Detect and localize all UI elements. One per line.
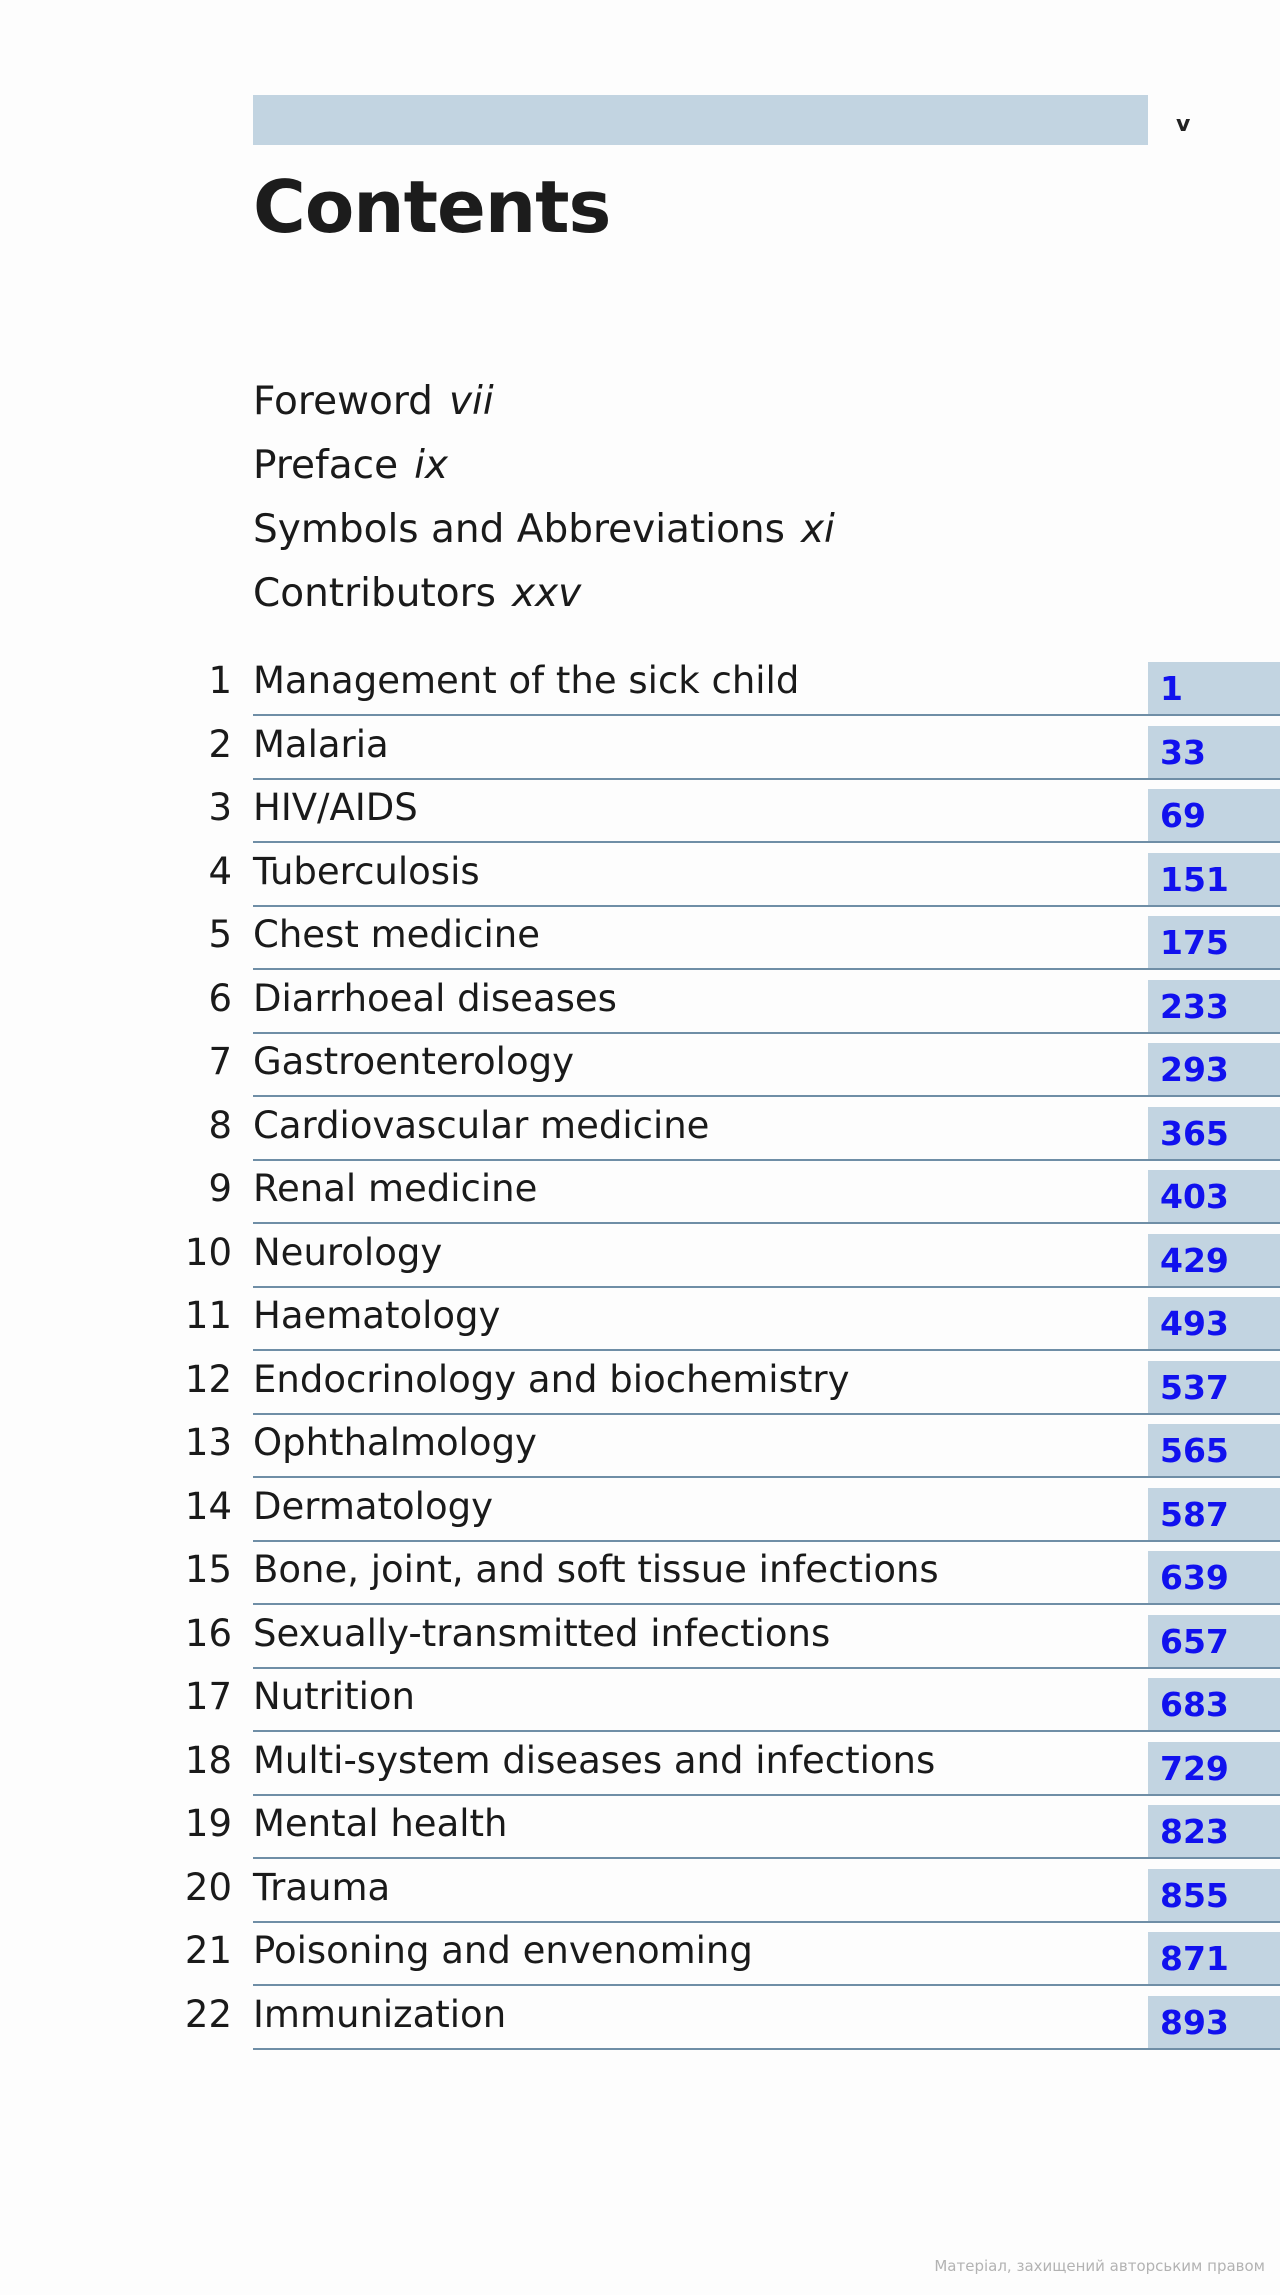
chapter-page-link[interactable]: 871 bbox=[1160, 1939, 1229, 1978]
chapter-page-link[interactable]: 293 bbox=[1160, 1050, 1229, 1089]
front-matter-label: Symbols and Abbreviations bbox=[253, 507, 785, 552]
chapter-title: Renal medicine bbox=[253, 1167, 538, 1210]
copyright-watermark: Матеріал, захищений авторським правом bbox=[934, 2257, 1265, 2275]
row-divider bbox=[253, 1159, 1280, 1161]
chapter-title: Management of the sick child bbox=[253, 659, 800, 702]
front-matter-item[interactable] bbox=[253, 562, 835, 626]
chapter-title: Tuberculosis bbox=[253, 849, 480, 893]
front-matter-page: ix bbox=[414, 443, 448, 488]
chapter-title: Malaria bbox=[253, 722, 389, 766]
chapter-row[interactable] bbox=[0, 1290, 1280, 1354]
front-matter-list bbox=[253, 370, 835, 626]
chapter-title: Endocrinology and biochemistry bbox=[253, 1357, 850, 1401]
chapter-row[interactable] bbox=[0, 909, 1280, 973]
chapter-page-link[interactable]: 175 bbox=[1160, 923, 1229, 962]
row-divider bbox=[253, 1476, 1280, 1478]
chapter-title: Sexually-transmitted infections bbox=[253, 1611, 831, 1655]
chapter-page-link[interactable]: 365 bbox=[1160, 1113, 1229, 1153]
chapter-title: Trauma bbox=[253, 1865, 391, 1909]
front-matter-label: Preface bbox=[253, 443, 399, 488]
chapter-page-link[interactable]: 493 bbox=[1160, 1304, 1229, 1343]
chapter-page-link[interactable]: 729 bbox=[1160, 1748, 1229, 1788]
chapter-number: 22 bbox=[184, 1992, 232, 2036]
chapter-row[interactable] bbox=[0, 1798, 1280, 1862]
row-divider bbox=[253, 1730, 1280, 1732]
chapter-title: Mental health bbox=[253, 1802, 508, 1845]
chapter-row[interactable] bbox=[0, 1671, 1280, 1735]
chapter-number: 12 bbox=[184, 1357, 232, 1401]
row-divider bbox=[253, 1794, 1280, 1796]
chapter-page-link[interactable]: 69 bbox=[1160, 796, 1206, 835]
front-matter-page: xi bbox=[800, 507, 835, 552]
chapter-row[interactable] bbox=[0, 1735, 1280, 1799]
chapter-row[interactable] bbox=[0, 655, 1280, 719]
chapter-row[interactable] bbox=[0, 1036, 1280, 1100]
row-divider bbox=[253, 1095, 1280, 1097]
chapter-row[interactable] bbox=[0, 719, 1280, 783]
chapter-title: HIV/AIDS bbox=[253, 786, 418, 829]
row-divider bbox=[253, 1603, 1280, 1605]
chapter-list bbox=[0, 655, 1280, 2052]
chapter-page-link[interactable]: 893 bbox=[1160, 2002, 1229, 2042]
chapter-row[interactable] bbox=[0, 1862, 1280, 1926]
chapter-page-link[interactable]: 565 bbox=[1160, 1431, 1229, 1470]
chapter-row[interactable] bbox=[0, 1544, 1280, 1608]
chapter-number: 16 bbox=[184, 1611, 232, 1655]
chapter-title: Diarrhoeal diseases bbox=[253, 976, 617, 1020]
page-number: v bbox=[1176, 112, 1191, 137]
chapter-number: 6 bbox=[208, 976, 232, 1020]
row-divider bbox=[253, 1984, 1280, 1986]
chapter-row[interactable] bbox=[0, 1608, 1280, 1672]
chapter-title: Haematology bbox=[253, 1294, 501, 1337]
front-matter-item[interactable] bbox=[253, 498, 835, 562]
chapter-row[interactable] bbox=[0, 1925, 1280, 1989]
front-matter-label: Contributors bbox=[253, 571, 496, 616]
chapter-title: Multi-system diseases and infections bbox=[253, 1738, 936, 1782]
front-matter-item[interactable] bbox=[253, 434, 835, 498]
row-divider bbox=[253, 1921, 1280, 1923]
chapter-page-link[interactable]: 683 bbox=[1160, 1685, 1229, 1724]
row-divider bbox=[253, 1222, 1280, 1224]
chapter-title: Poisoning and envenoming bbox=[253, 1929, 753, 1972]
chapter-row[interactable] bbox=[0, 782, 1280, 846]
chapter-page-link[interactable]: 429 bbox=[1160, 1240, 1229, 1280]
row-divider bbox=[253, 841, 1280, 843]
row-divider bbox=[253, 778, 1280, 780]
chapter-page-link[interactable]: 537 bbox=[1160, 1367, 1229, 1407]
chapter-row[interactable] bbox=[0, 1163, 1280, 1227]
chapter-page-link[interactable]: 855 bbox=[1160, 1875, 1229, 1915]
chapter-row[interactable] bbox=[0, 973, 1280, 1037]
page-title: Contents bbox=[253, 165, 611, 249]
chapter-title: Ophthalmology bbox=[253, 1421, 537, 1464]
row-divider bbox=[253, 1413, 1280, 1415]
chapter-row[interactable] bbox=[0, 1100, 1280, 1164]
row-divider bbox=[253, 1540, 1280, 1542]
chapter-page-link[interactable]: 403 bbox=[1160, 1177, 1229, 1216]
chapter-title: Neurology bbox=[253, 1230, 443, 1274]
chapter-number: 17 bbox=[184, 1675, 232, 1718]
chapter-number: 13 bbox=[184, 1421, 232, 1464]
chapter-number: 9 bbox=[208, 1167, 232, 1210]
chapter-number: 20 bbox=[184, 1865, 232, 1909]
chapter-number: 2 bbox=[208, 722, 232, 766]
chapter-title: Immunization bbox=[253, 1992, 507, 2036]
chapter-page-link[interactable]: 151 bbox=[1160, 859, 1229, 899]
chapter-row[interactable] bbox=[0, 1481, 1280, 1545]
chapter-row[interactable] bbox=[0, 1354, 1280, 1418]
chapter-number: 7 bbox=[208, 1040, 232, 1083]
chapter-title: Nutrition bbox=[253, 1675, 416, 1718]
chapter-number: 5 bbox=[208, 913, 232, 956]
chapter-number: 4 bbox=[208, 849, 232, 893]
front-matter-item[interactable] bbox=[253, 370, 835, 434]
front-matter-page: xxv bbox=[511, 571, 582, 616]
chapter-page-link[interactable]: 639 bbox=[1160, 1558, 1229, 1597]
chapter-number: 11 bbox=[184, 1294, 232, 1337]
chapter-title: Chest medicine bbox=[253, 913, 541, 956]
chapter-title: Dermatology bbox=[253, 1484, 493, 1528]
chapter-page-link[interactable]: 1 bbox=[1160, 669, 1183, 708]
row-divider bbox=[253, 714, 1280, 716]
chapter-page-link[interactable]: 657 bbox=[1160, 1621, 1229, 1661]
chapter-number: 8 bbox=[208, 1103, 232, 1147]
chapter-number: 3 bbox=[208, 786, 232, 829]
chapter-title: Gastroenterology bbox=[253, 1040, 574, 1083]
chapter-row[interactable] bbox=[0, 846, 1280, 910]
chapter-row[interactable] bbox=[0, 1989, 1280, 2053]
front-matter-page: vii bbox=[448, 379, 494, 424]
row-divider bbox=[253, 1667, 1280, 1669]
row-divider bbox=[253, 1349, 1280, 1351]
chapter-number: 1 bbox=[208, 659, 232, 702]
row-divider bbox=[253, 968, 1280, 970]
chapter-page-link[interactable]: 233 bbox=[1160, 986, 1229, 1026]
chapter-number: 18 bbox=[184, 1738, 232, 1782]
row-divider bbox=[253, 905, 1280, 907]
row-divider bbox=[253, 1857, 1280, 1859]
header-bar bbox=[253, 95, 1148, 145]
chapter-page-link[interactable]: 587 bbox=[1160, 1494, 1229, 1534]
front-matter-label: Foreword bbox=[253, 379, 433, 424]
chapter-number: 10 bbox=[184, 1230, 232, 1274]
chapter-number: 19 bbox=[184, 1802, 232, 1845]
chapter-title: Bone, joint, and soft tissue infections bbox=[253, 1548, 939, 1591]
chapter-page-link[interactable]: 33 bbox=[1160, 732, 1206, 772]
chapter-number: 21 bbox=[184, 1929, 232, 1972]
chapter-number: 14 bbox=[184, 1484, 232, 1528]
row-divider bbox=[253, 1286, 1280, 1288]
chapter-row[interactable] bbox=[0, 1227, 1280, 1291]
chapter-row[interactable] bbox=[0, 1417, 1280, 1481]
chapter-title: Cardiovascular medicine bbox=[253, 1103, 710, 1147]
chapter-page-link[interactable]: 823 bbox=[1160, 1812, 1229, 1851]
row-divider bbox=[253, 2048, 1280, 2050]
chapter-number: 15 bbox=[184, 1548, 232, 1591]
row-divider bbox=[253, 1032, 1280, 1034]
